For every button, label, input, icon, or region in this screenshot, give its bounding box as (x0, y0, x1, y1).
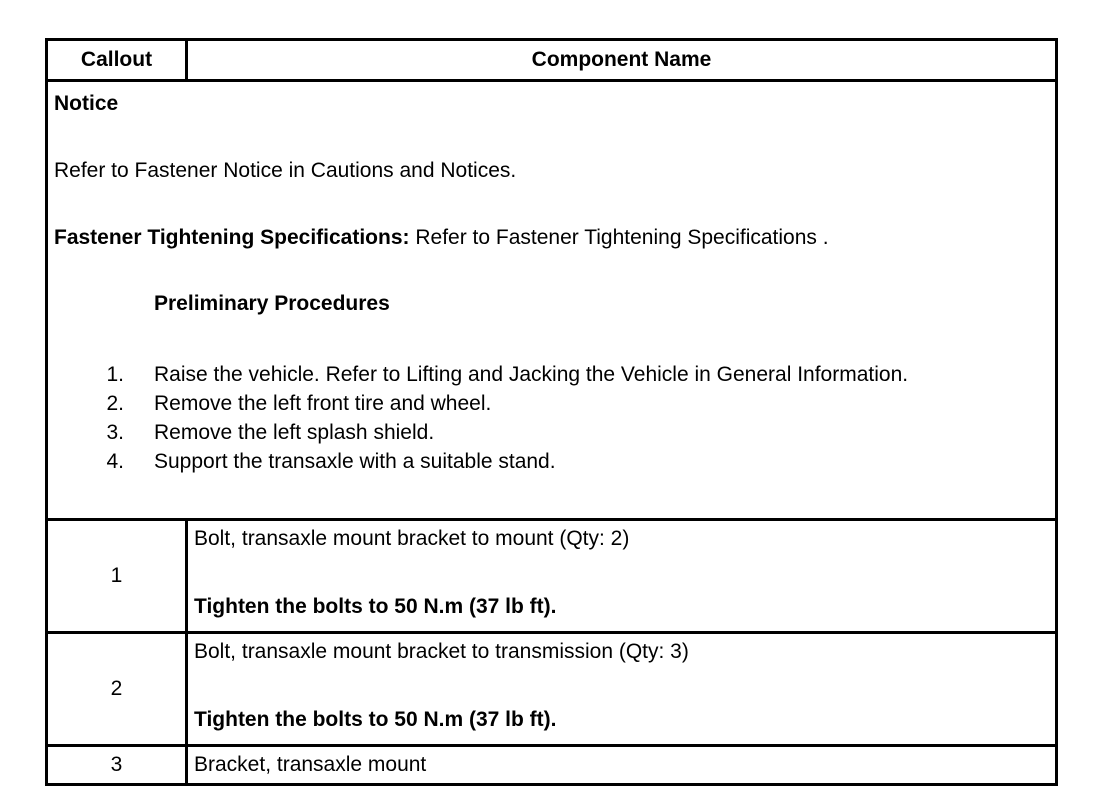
torque-spec: Tighten the bolts to 50 N.m (37 lb ft). (194, 595, 557, 618)
header-callout: Callout (47, 40, 187, 81)
list-item (54, 418, 1055, 447)
notice-title: Notice (54, 92, 119, 115)
component-name: Bolt, transaxle mount bracket to transmission (Qty: 3) (194, 640, 689, 663)
preliminary-title: Preliminary Procedures (154, 292, 390, 315)
list-item (54, 389, 1055, 418)
spec-label: Fastener Tightening Specifications: (54, 226, 410, 249)
spec-line (54, 226, 1055, 250)
notice-cell (47, 81, 1057, 520)
step-number: 1. (106, 363, 124, 386)
component-table (45, 38, 1058, 786)
notice-row (47, 81, 1057, 520)
table-row (47, 520, 1057, 633)
list-item (54, 360, 1055, 389)
torque-spec: Tighten the bolts to 50 N.m (37 lb ft). (194, 708, 557, 731)
callout-cell: 1 (47, 520, 187, 633)
preliminary-steps (54, 360, 1055, 476)
step-number: 2. (106, 392, 124, 415)
notice-text: Refer to Fastener Notice in Cautions and Notices. (54, 159, 517, 182)
component-name: Bolt, transaxle mount bracket to mount (Qty: 2) (194, 527, 630, 550)
step-text: Remove the left splash shield. (154, 421, 435, 444)
component-cell (187, 633, 1057, 746)
callout-cell: 3 (47, 746, 187, 785)
table-row (47, 746, 1057, 785)
table-header-row (47, 40, 1057, 81)
callout-cell: 2 (47, 633, 187, 746)
header-component-name: Component Name (187, 40, 1057, 81)
component-name: Bracket, transaxle mount (194, 753, 427, 776)
step-text: Raise the vehicle. Refer to Lifting and Jacking the Vehicle in General Information. (154, 363, 909, 386)
list-item (54, 447, 1055, 476)
spec-text: Refer to Fastener Tightening Specifications . (409, 226, 829, 249)
step-text: Remove the left front tire and wheel. (154, 392, 492, 415)
component-cell (187, 520, 1057, 633)
step-number: 4. (106, 450, 124, 473)
component-cell (187, 746, 1057, 785)
step-text: Support the transaxle with a suitable stand. (154, 450, 556, 473)
table-row (47, 633, 1057, 746)
step-number: 3. (106, 421, 124, 444)
